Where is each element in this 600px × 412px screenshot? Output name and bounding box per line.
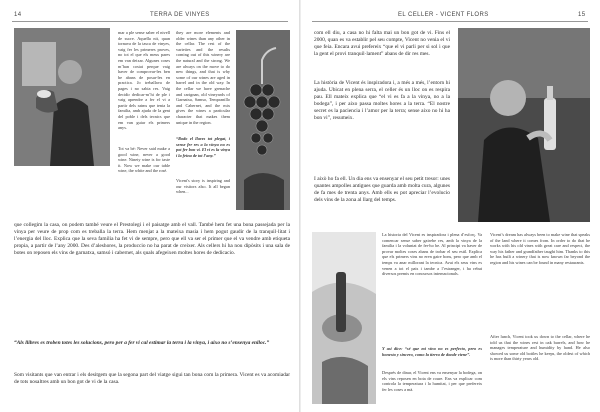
winemaker-illustration: [14, 28, 110, 166]
right-column-1-text: La historia del Vicent es inspiradora i plena d’esforç. Va comencar sense saber gairebe res, amb la vinya de la familia i la voluntat de fer-ho be. Al principi va haver de provar moltes coses abans de trobar el seu estil. Explica que els primers vins no eren gaire bons, pero que amb el temps va anar millorant la tecnica. Avui els seus vins es venen a tot el pais i tambe a l’estranger, i ha rebut diversos premis en concursos internacionals.: [382, 232, 482, 277]
hands-illustration: [312, 232, 376, 404]
left-column-1-text-2: Tot va bé: Never said make a good wine, never a good wine. Ninety wine is for taste it. Now we make our table wine, the white and the rosé.: [118, 146, 170, 174]
running-head: TERRA DE VINYES: [150, 12, 210, 18]
left-column-2-quote: “Rodo el llaves tot plegat, i sense fer res a la vinya no es pot fer bon vi. El vi es la vinya i la feina de tot l’any.”: [176, 136, 230, 158]
header-rule: [312, 21, 588, 22]
header-rule: [12, 21, 288, 22]
right-column-2-text-2: After lunch, Vicent took us down to the cellar, where he told us that the wines rest in oak barrels, and how he manages temperature and humidity by hand. He also showed us some old bottles he keeps, the oldest of which is more than thirty years old.: [490, 334, 590, 362]
winemaker-photo: [14, 28, 110, 166]
winemaker-bottle-illustration: [458, 28, 590, 222]
left-column-2-text: they are more elements and older wines than any other in the cellar. The rest of the varieties and the results coming out of this winery are the natural and the strong. We are always on the move to do new things, and that is why some of our wines are aged in barrel and in the old way. In the cellar we have grenache and carignan, old vineyards of Garnatxa, Samso, Tempranillo and Cabernet, and the mix gives the wines a particular character that makes them unique in the region.: [176, 30, 230, 125]
grape-cluster-illustration: [236, 30, 290, 210]
running-head: EL CELLER - VICENT FLORS: [398, 12, 489, 18]
right-column-1-text-2: Després de dinar, el Vicent ens va ensenyar la bodega, on els vins reposen en bota de roure. Ens va explicar com controla la temperatura i la humitat, i per que prefereix fer les coses a mà.: [382, 370, 482, 392]
page-number: 14: [14, 12, 22, 18]
right-top-text: com ell diu, a casa no hi falta mai un bon got de vi. Fins el 2000, quan es va establir pel seu compte, Vicent no venia el vi que feia. Encara avui prefereix “que el vi parli per si sol i que la gent el provi tranquil·lament” abans de dir res mes.: [314, 30, 450, 57]
left-main-text-2: Som visitants que van entrar i els desitgem que la segona part del viatge sigui tan bona com la primera. Vicent es va acomiadar de tots nosaltres amb un bon got de vi de la casa.: [14, 372, 290, 385]
left-column-2-text-2: Vicent's story is inspiring and our visitors also. It all began when...: [176, 178, 230, 195]
winemaker-with-bottle-photo: [458, 28, 590, 222]
right-quote-paragraph: La història de Vicent és inspiradora i, a més a més, l’entorn hi ajuda. Ubicat en plena serra, el celler és un lloc on es respira pau. Ell mateix explica que “el vi es fa a la vinya, no a la bodega”, i per aixo passa moltes hores a la terra. “El nostre secret es la paciencia i l’amor per la terra; sense aixo no hi ha bon vi”, resumeix.: [314, 80, 450, 121]
right-column-1-quote: Y así dice: “sé que mi vino no es perfecto, pero es honesto y sincero, como la tierra de donde viene”.: [382, 346, 482, 357]
right-page: [300, 0, 600, 412]
left-pull-quote: “Als llibres es troben totes les solucions, pero per a fer vi cal estimar la terra i la vinya, i aixo no s’ensenya enlloc.”: [14, 340, 270, 346]
right-column-2-text: Vicent’s dream has always been to make wine that speaks of the land where it comes from. In order to do that he works with his old vines with great care and respect, the way his father and grandfather taught him. Thanks to this he has built a winery that is now known far beyond the region and his wines can be found in many restaurants.: [490, 232, 590, 265]
right-bottom-text: I això ho fa ell. Un dia ens va ensenyar el seu petit tresor: unes quantes ampolles antigues que guarda amb molta cura, algunes de fa mes de trenta anys. Amb ells es pot apreciar l’evolucio dels vins de la zona al llarg del temps.: [314, 176, 450, 203]
left-main-text: que collegim la casa, on podem també veure el Prestolegi i el paisatge amb el vall. També hem fet una bona passejada per la vinya per veure de prop com es treballa la terra. Hem menjat a la mateixa masia i hem pogut gaudir de la tranquil·litat i l’energia del lloc. Explica que la seva familia ha fet vi de sempre, pero que ell va ser el primer que el va vendre amb etiqueta propia, a partir de l’any 2000. Des d’aleshores, la produccio no ha parat de creixer. Als cellers hi ha nou dipòsits i una sala de botes on reposen els vins de garnatxa, samsó i cabernet, als quals afegeixen moltes hores de dedicacio.: [14, 222, 290, 256]
hands-with-bottle-photo: [312, 232, 376, 404]
grapes-photo: [236, 30, 290, 210]
left-column-1-text: mar a ple sense saber el nivell de sucre. Aquella nit, quan tornava de la tasca de vinyes, vaig fer les primeres proves, no tot el que els meus pares em van deixar. Algunes coses m’han costat perque vaig haver de comprovar-les ben be abans de posar-les en practica. Jo treballava de pages i no sabia res. Vaig decidir dedicar-m’hi de ple i vaig aprendre a fer el vi a partir dels raims que tenia la familia, amb ajuda de la gent del poble i dels tecnics que em van guiar els primers anys.: [118, 30, 170, 131]
page-number: 15: [578, 12, 586, 18]
